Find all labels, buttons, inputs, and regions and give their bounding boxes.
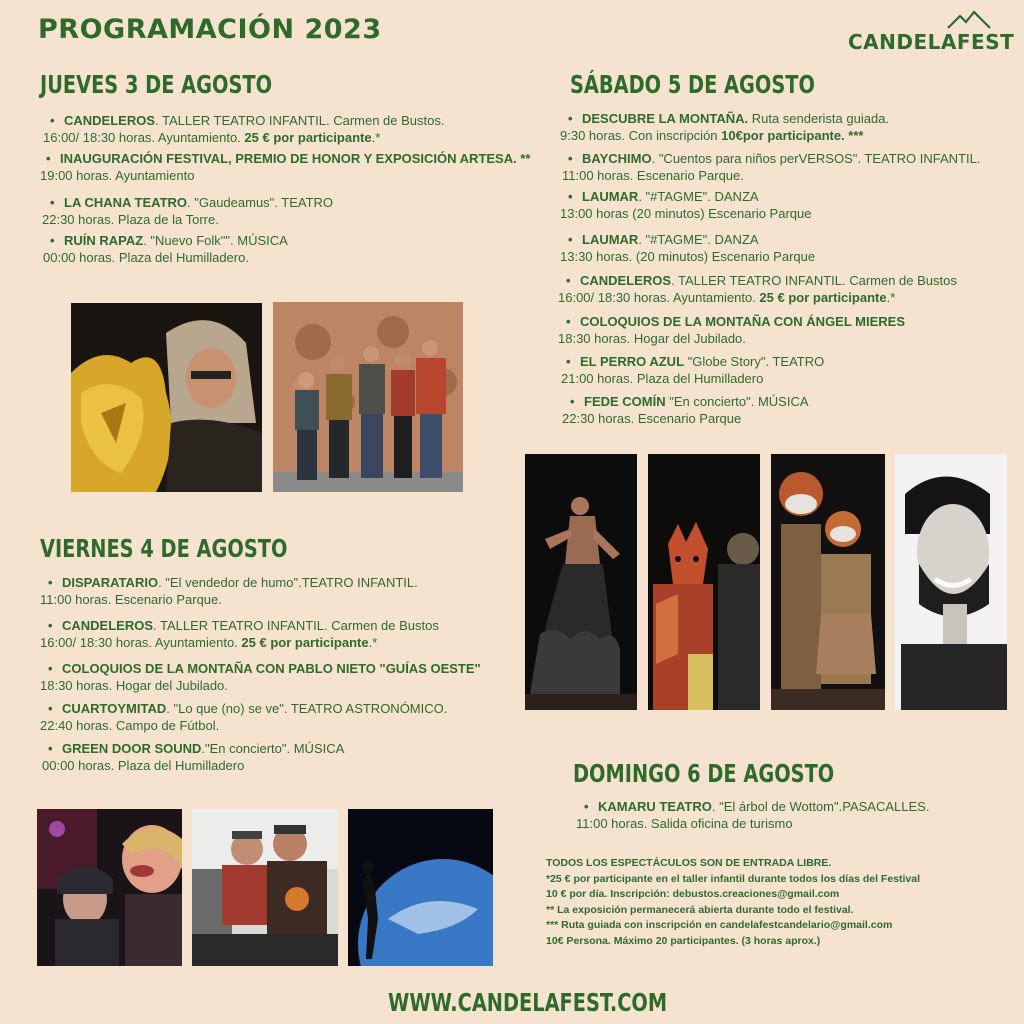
event-sabado-7: • EL PERRO AZUL "Globe Story". TEATRO 21:00 horas. Plaza del Humilladero	[556, 353, 824, 387]
logo	[848, 10, 1015, 56]
page-title: PROGRAMACIÓN 2023	[38, 14, 382, 45]
day-heading-viernes: VIERNES 4 DE AGOSTO	[40, 534, 288, 563]
event-sabado-4: • LAUMAR. "#TAGME". DANZA 13:30 horas. (20 minutos) Escenario Parque	[558, 231, 815, 265]
event-sabado-2: • BAYCHIMO. "Cuentos para niños perVERSOS". TEATRO INFANTIL. 11:00 horas. Escenario Parque.	[558, 150, 980, 184]
photo-green-door-sound	[192, 809, 338, 966]
photo-ruin-rapaz	[273, 302, 463, 492]
day-heading-jueves: JUEVES 3 DE AGOSTO	[40, 70, 273, 99]
logo-text: CANDELAFEST	[848, 30, 1015, 54]
event-jueves-1: • CANDELEROS. TALLER TEATRO INFANTIL. Carmen de Bustos. 16:00/ 18:30 horas. Ayuntamiento. 25 € por participante.*	[40, 112, 444, 146]
photo-el-perro-azul	[771, 454, 885, 710]
photo-disparatario-puppets	[37, 809, 182, 966]
event-viernes-3: • COLOQUIOS DE LA MONTAÑA CON PABLO NIETO "GUÍAS OESTE" 18:30 horas. Hogar del Jubilado.	[38, 660, 481, 694]
event-viernes-5: • GREEN DOOR SOUND."En concierto". MÚSICA 00:00 horas. Plaza del Humilladero	[38, 740, 344, 774]
event-viernes-1: • DISPARATARIO. "El vendedor de humo".TEATRO INFANTIL. 11:00 horas. Escenario Parque.	[38, 574, 418, 608]
photo-cuartoymitad	[348, 809, 493, 966]
photo-baychimo-puppet	[648, 454, 760, 710]
website-link[interactable]: WWW.CANDELAFEST.COM	[388, 988, 668, 1017]
note-line: 10 € por día. Inscripción: debustos.creaciones@gmail.com	[546, 888, 840, 900]
event-domingo-1: • KAMARU TEATRO. "El árbol de Wottom".PASACALLES. 11:00 horas. Salida oficina de turismo	[574, 798, 929, 832]
event-sabado-1: • DESCUBRE LA MONTAÑA. Ruta senderista guiada. 9:30 horas. Con inscripción 10€por participante. ***	[558, 110, 889, 144]
note-line: 10€ Persona. Máximo 20 participantes. (3 horas aprox.)	[546, 934, 821, 947]
note-line: ** La exposición permanecerá abierta durante todo el festival.	[546, 903, 854, 916]
event-jueves-3: • LA CHANA TEATRO. "Gaudeamus". TEATRO 22:30 horas. Plaza de la Torre.	[40, 194, 333, 228]
note-line: TODOS LOS ESPECTÁCULOS SON DE ENTRADA LIBRE.	[546, 857, 832, 869]
event-sabado-8: • FEDE COMÍN "En concierto". MÚSICA 22:30 horas. Escenario Parque	[560, 393, 809, 427]
event-jueves-4: • RUÍN RAPAZ. "Nuevo Folk"". MÚSICA 00:00 horas. Plaza del Humilladero.	[40, 232, 288, 266]
event-sabado-3: • LAUMAR. "#TAGME". DANZA 13:00 horas (20 minutos) Escenario Parque	[558, 188, 811, 222]
mountain-icon	[946, 10, 992, 30]
photo-laumar-dance	[525, 454, 637, 710]
footnotes	[546, 856, 920, 949]
note-line: *** Ruta guiada con inscripción en candelafestcandelario@gmail.com	[546, 919, 893, 931]
event-sabado-5: • CANDELEROS. TALLER TEATRO INFANTIL. Carmen de Bustos 16:00/ 18:30 horas. Ayuntamiento. 25 € por participante.*	[556, 272, 957, 306]
event-jueves-2: • INAUGURACIÓN FESTIVAL, PREMIO DE HONOR Y EXPOSICIÓN ARTESA. ** 19:00 horas. Ayuntamiento	[36, 150, 530, 184]
event-viernes-2: • CANDELEROS. TALLER TEATRO INFANTIL. Carmen de Bustos 16:00/ 18:30 horas. Ayuntamiento. 25 € por participante.*	[38, 617, 439, 651]
event-viernes-4: • CUARTOYMITAD. "Lo que (no) se ve". TEATRO ASTRONÓMICO. 22:40 horas. Campo de Fútbol.	[38, 700, 447, 734]
note-line: *25 € por participante en el taller infantil durante todos los días del Festival	[546, 872, 921, 885]
day-heading-sabado: SÁBADO 5 DE AGOSTO	[570, 70, 815, 99]
day-heading-domingo: DOMINGO 6 DE AGOSTO	[573, 759, 835, 788]
event-sabado-6: • COLOQUIOS DE LA MONTAÑA CON ÁNGEL MIERES 18:30 horas. Hogar del Jubilado.	[556, 313, 905, 347]
photo-la-chana-teatro	[71, 303, 262, 492]
photo-fede-comin	[895, 454, 1007, 710]
